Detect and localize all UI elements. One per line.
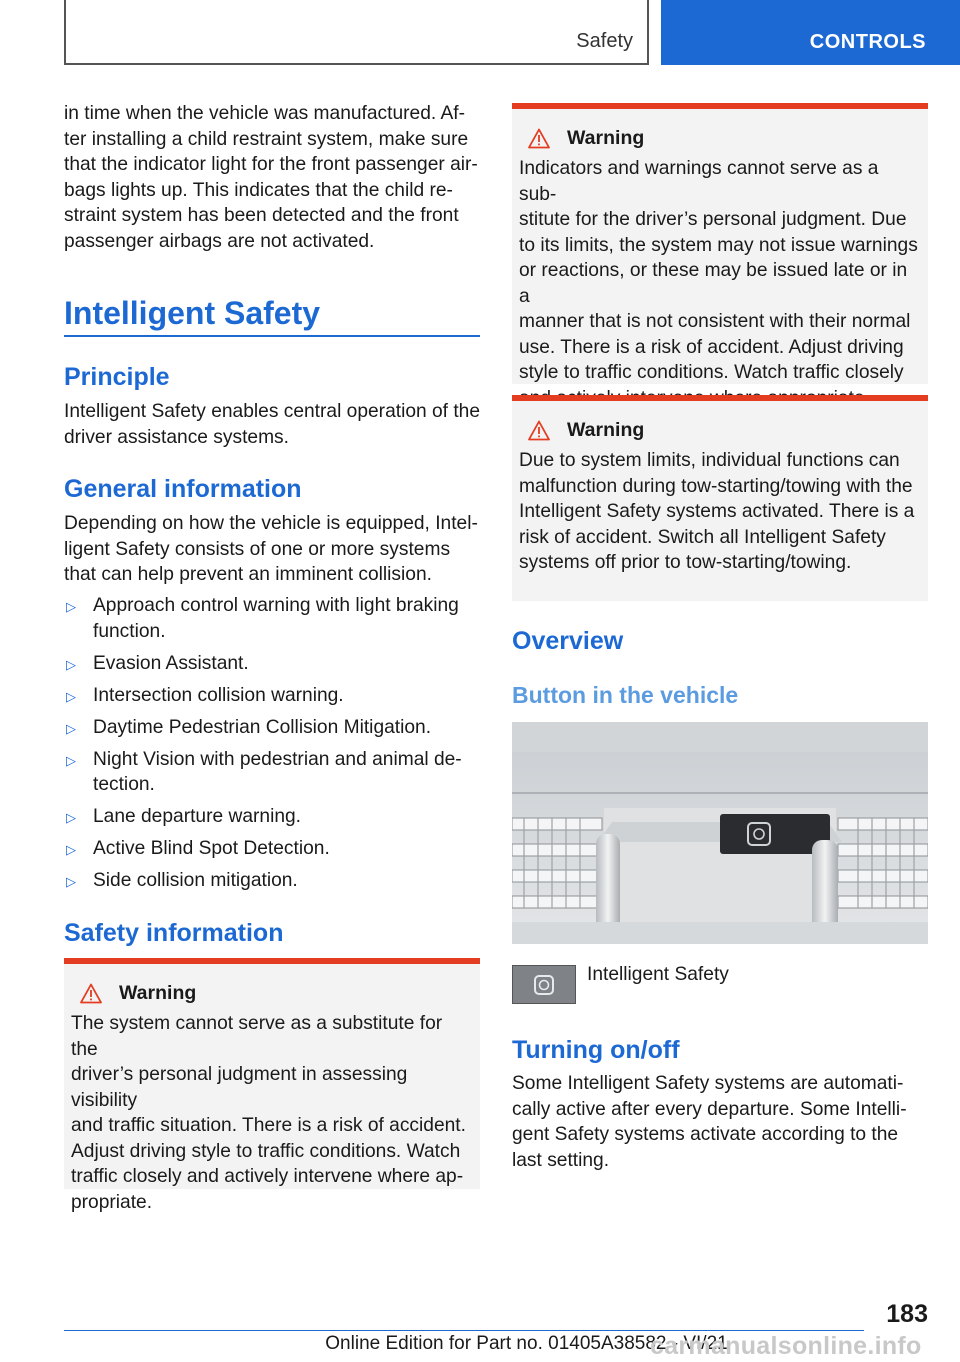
text-line: in time when the vehicle was manufactured. Af-: [64, 103, 466, 124]
text-line: Due to system limits, individual functions can: [519, 450, 900, 471]
triangle-bullet-icon: ▷: [66, 752, 76, 768]
text-line: Intelligent Safety enables central operation of the: [64, 401, 481, 422]
text-line: Night Vision with pedestrian and animal de-: [93, 748, 462, 770]
edition-note: Online Edition for Part no. 01405A38582 - VI/21: [325, 1333, 728, 1354]
title-underline: [64, 335, 480, 337]
overview-heading: Overview: [512, 627, 624, 655]
general-info-paragraph: [64, 511, 480, 588]
warning-box: [512, 103, 928, 384]
general-info-heading: General information: [64, 475, 302, 503]
turning-paragraph: [512, 1071, 928, 1173]
header-chapter-title: CONTROLS: [809, 31, 926, 53]
text-line: The system cannot serve as a substitute for the: [71, 1013, 443, 1060]
page-title: Intelligent Safety: [64, 295, 321, 331]
list-item: [64, 747, 480, 798]
warning-triangle-icon: [528, 420, 550, 441]
text-line: malfunction during tow-starting/towing with the: [519, 475, 913, 497]
text-line: Intersection collision warning.: [93, 684, 344, 706]
text-line: propriate.: [71, 1191, 153, 1213]
text-line: Evasion Assistant.: [93, 652, 249, 674]
text-line: bags lights up. This indicates that the child re-: [64, 179, 453, 201]
triangle-bullet-icon: ▷: [66, 688, 76, 704]
list-item: [64, 804, 480, 830]
warning-box: [512, 395, 928, 601]
intro-paragraph: [64, 101, 480, 254]
warning-title: Warning: [567, 126, 645, 149]
list-item: [64, 868, 480, 894]
text-line: driver’s personal judgment in assessing visibility: [71, 1064, 408, 1111]
warning-title: Warning: [567, 418, 645, 441]
button-caption: Intelligent Safety: [587, 964, 729, 985]
list-item: [64, 836, 480, 862]
header-chapter-tab[interactable]: [661, 0, 960, 65]
warning-header: [71, 980, 473, 1006]
text-line: and traffic situation. There is a risk of accident.: [71, 1115, 466, 1136]
header-section-title: Safety: [576, 30, 633, 52]
text-line: Active Blind Spot Detection.: [93, 838, 330, 859]
triangle-bullet-icon: ▷: [66, 874, 76, 889]
text-line: risk of accident. Switch all Intelligent Safety: [519, 526, 886, 548]
footer-rule: [64, 1330, 864, 1331]
text-line: last setting.: [512, 1149, 610, 1171]
text-line: Side collision mitigation.: [93, 870, 298, 891]
page-number: 183: [886, 1300, 928, 1328]
text-line: Adjust driving style to traffic conditions. Watch: [71, 1140, 461, 1162]
principle-paragraph: [64, 399, 480, 450]
text-line: Indicators and warnings cannot serve as a sub-: [519, 158, 879, 205]
principle-heading: Principle: [64, 363, 170, 391]
text-line: Daytime Pedestrian Collision Mitigation.: [93, 716, 432, 738]
warning-header: [519, 417, 921, 443]
text-line: systems off prior to tow-starting/towing.: [519, 552, 852, 573]
text-line: that can help prevent an imminent collision.: [64, 564, 432, 585]
text-line: Intelligent Safety systems activated. There is a: [519, 501, 915, 522]
systems-list: [64, 593, 480, 900]
list-item: [64, 715, 480, 741]
text-line: gent Safety systems activate according to the: [512, 1124, 899, 1145]
triangle-bullet-icon: ▷: [66, 599, 76, 614]
text-line: function.: [93, 620, 166, 642]
triangle-bullet-icon: ▷: [66, 810, 76, 825]
watermark-logo: carmanualsonline.info: [650, 1332, 922, 1360]
text-line: to its limits, the system may not issue warnings: [519, 234, 918, 256]
safety-info-heading: Safety information: [64, 919, 284, 947]
header-section-box: [64, 0, 649, 65]
text-line: tection.: [93, 774, 155, 795]
warning-box: [64, 958, 480, 1213]
list-item: [64, 593, 480, 644]
intelligent-safety-button-thumbnail: [512, 965, 576, 1004]
text-line: straint system has been detected and the front: [64, 205, 459, 226]
text-line: ligent Safety consists of one or more systems: [64, 538, 451, 560]
text-line: passenger airbags are not activated.: [64, 230, 375, 252]
warning-header: [519, 125, 921, 151]
text-line: traffic closely and actively intervene where ap-: [71, 1166, 464, 1187]
triangle-bullet-icon: ▷: [66, 842, 76, 857]
text-line: style to traffic conditions. Watch traffic closely: [519, 362, 904, 383]
text-line: Approach control warning with light braking: [93, 595, 459, 616]
text-line: use. There is a risk of accident. Adjust driving: [519, 336, 904, 358]
text-line: Depending on how the vehicle is equipped, Intel-: [64, 513, 478, 534]
text-line: cally active after every departure. Some Intelli-: [512, 1098, 907, 1120]
text-line: ter installing a child restraint system, make sure: [64, 128, 469, 150]
warning-text: [519, 156, 921, 411]
intelligent-safety-icon: [533, 974, 555, 996]
list-item: [64, 683, 480, 709]
text-line: Lane departure warning.: [93, 806, 302, 827]
text-line: manner that is not consistent with their normal: [519, 311, 911, 332]
triangle-bullet-icon: ▷: [66, 720, 76, 736]
text-line: Some Intelligent Safety systems are automati-: [512, 1073, 904, 1094]
warning-triangle-icon: [80, 983, 102, 1004]
warning-title: Warning: [119, 981, 197, 1004]
warning-triangle-icon: [528, 128, 550, 149]
button-heading: Button in the vehicle: [512, 682, 739, 708]
dashboard-button-photo: [512, 722, 928, 944]
list-item: [64, 651, 480, 677]
text-line: driver assistance systems.: [64, 426, 289, 448]
dashboard-illustration: [512, 722, 928, 944]
text-line: that the indicator light for the front passenger air-: [64, 154, 478, 175]
text-line: stitute for the driver’s personal judgment. Due: [519, 209, 907, 230]
turning-heading: Turning on/off: [512, 1036, 680, 1064]
warning-text: [71, 1011, 473, 1215]
text-line: or reactions, or these may be issued late or in a: [519, 260, 908, 307]
triangle-bullet-icon: ▷: [66, 656, 76, 672]
warning-text: [519, 448, 921, 576]
